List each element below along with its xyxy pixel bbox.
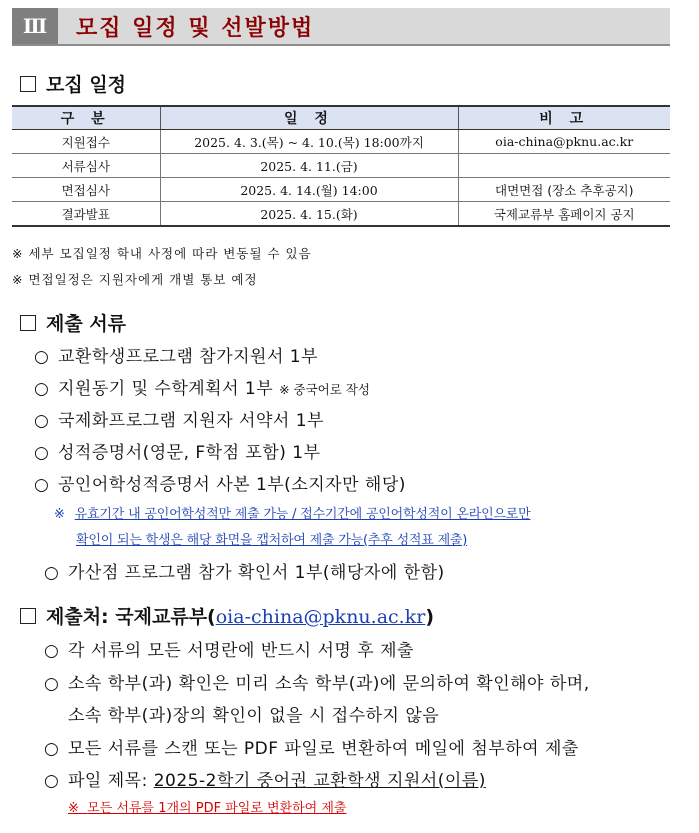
bullet-icon: ○ <box>44 674 60 694</box>
bullet-icon: ○ <box>44 771 60 791</box>
table-cell: 대면면접 (장소 추후공지) <box>458 178 670 202</box>
list-item-cont: 소속 학부(과)장의 확인이 없을 시 접수하지 않음 <box>68 706 440 726</box>
table-cell: 2025. 4. 11.(금) <box>160 154 458 178</box>
schedule-heading: 모집 일정 <box>20 70 126 97</box>
bullet-icon: ○ <box>44 739 60 759</box>
table-row <box>12 130 670 154</box>
checkbox-square-icon <box>20 608 36 624</box>
table-cell: 2025. 4. 3.(목) ~ 4. 10.(목) 18:00까지 <box>160 130 458 154</box>
section-header <box>12 8 670 46</box>
submission-heading: 제출처: 국제교류부(oia-china@pknu.ac.kr) <box>20 602 434 629</box>
checkbox-square-icon <box>20 315 36 331</box>
table-cell: 결과발표 <box>12 202 160 227</box>
table-cell: 면접심사 <box>12 178 160 202</box>
table-row <box>12 202 670 227</box>
table-row <box>12 154 670 178</box>
bullet-icon: ○ <box>34 443 50 463</box>
column-header: 일 정 <box>160 106 458 130</box>
table-cell: 국제교류부 홈페이지 공지 <box>458 202 670 227</box>
table-cell: oia-china@pknu.ac.kr <box>458 130 670 154</box>
language-score-note-cont: 확인이 되는 학생은 해당 화면을 캡처하여 제출 가능(추후 성적표 제출) <box>76 533 468 548</box>
list-item: ○ 가산점 프로그램 참가 확인서 1부(해당자에 한함) <box>44 563 445 583</box>
column-header: 구 분 <box>12 106 160 130</box>
section-title: 모집 일정 및 선발방법 <box>76 15 315 41</box>
email-link[interactable]: oia-china@pknu.ac.kr <box>215 606 426 628</box>
schedule-note: ※ 면접일정은 지원자에게 개별 통보 예정 <box>12 272 258 287</box>
bullet-icon: ○ <box>34 475 50 495</box>
list-item: ○ 지원동기 및 수학계획서 1부 ※ 중국어로 작성 <box>34 379 370 399</box>
list-item: ○ 공인어학성적증명서 사본 1부(소지자만 해당) <box>34 475 406 495</box>
table-cell: 서류심사 <box>12 154 160 178</box>
bullet-icon: ○ <box>34 411 50 431</box>
item-note: ※ 중국어로 작성 <box>279 382 370 397</box>
table-cell: 2025. 4. 14.(월) 14:00 <box>160 178 458 202</box>
table-header-row <box>12 106 670 130</box>
checkbox-square-icon <box>20 76 36 92</box>
list-item: ○ 각 서류의 모든 서명란에 반드시 서명 후 제출 <box>44 641 414 661</box>
section-number: Ⅲ <box>12 8 58 44</box>
documents-heading: 제출 서류 <box>20 309 126 336</box>
table-row <box>12 178 670 202</box>
list-item: ○ 교환학생프로그램 참가지원서 1부 <box>34 347 319 367</box>
bullet-icon: ○ <box>34 347 50 367</box>
list-item: ○ 모든 서류를 스캔 또는 PDF 파일로 변환하여 메일에 첨부하여 제출 <box>44 739 579 759</box>
language-score-note: ※ 유효기간 내 공인어학성적만 제출 가능 / 접수기간에 공인어학성적이 온라인으로만 <box>54 507 531 522</box>
schedule-table <box>12 105 670 227</box>
table-cell: 2025. 4. 15.(화) <box>160 202 458 227</box>
list-item: ○ 성적증명서(영문, F학점 포함) 1부 <box>34 443 321 463</box>
table-cell: 지원접수 <box>12 130 160 154</box>
list-item: ○ 소속 학부(과) 확인은 미리 소속 학부(과)에 문의하여 확인해야 하며, <box>44 674 590 694</box>
bullet-icon: ○ <box>34 379 50 399</box>
schedule-note: ※ 세부 모집일정 학내 사정에 따라 변동될 수 있음 <box>12 246 312 261</box>
list-item: ○ 파일 제목: 2025-2학기 중어권 교환학생 지원서(이름) <box>44 771 486 791</box>
list-item: ○ 국제화프로그램 지원자 서약서 1부 <box>34 411 324 431</box>
filename-value: 2025-2학기 중어권 교환학생 지원서(이름) <box>153 771 486 791</box>
bullet-icon: ○ <box>44 641 60 661</box>
pdf-note: ※ 모든 서류를 1개의 PDF 파일로 변환하여 제출 <box>68 801 347 816</box>
column-header: 비 고 <box>458 106 670 130</box>
bullet-icon: ○ <box>44 563 60 583</box>
table-cell <box>458 154 670 178</box>
